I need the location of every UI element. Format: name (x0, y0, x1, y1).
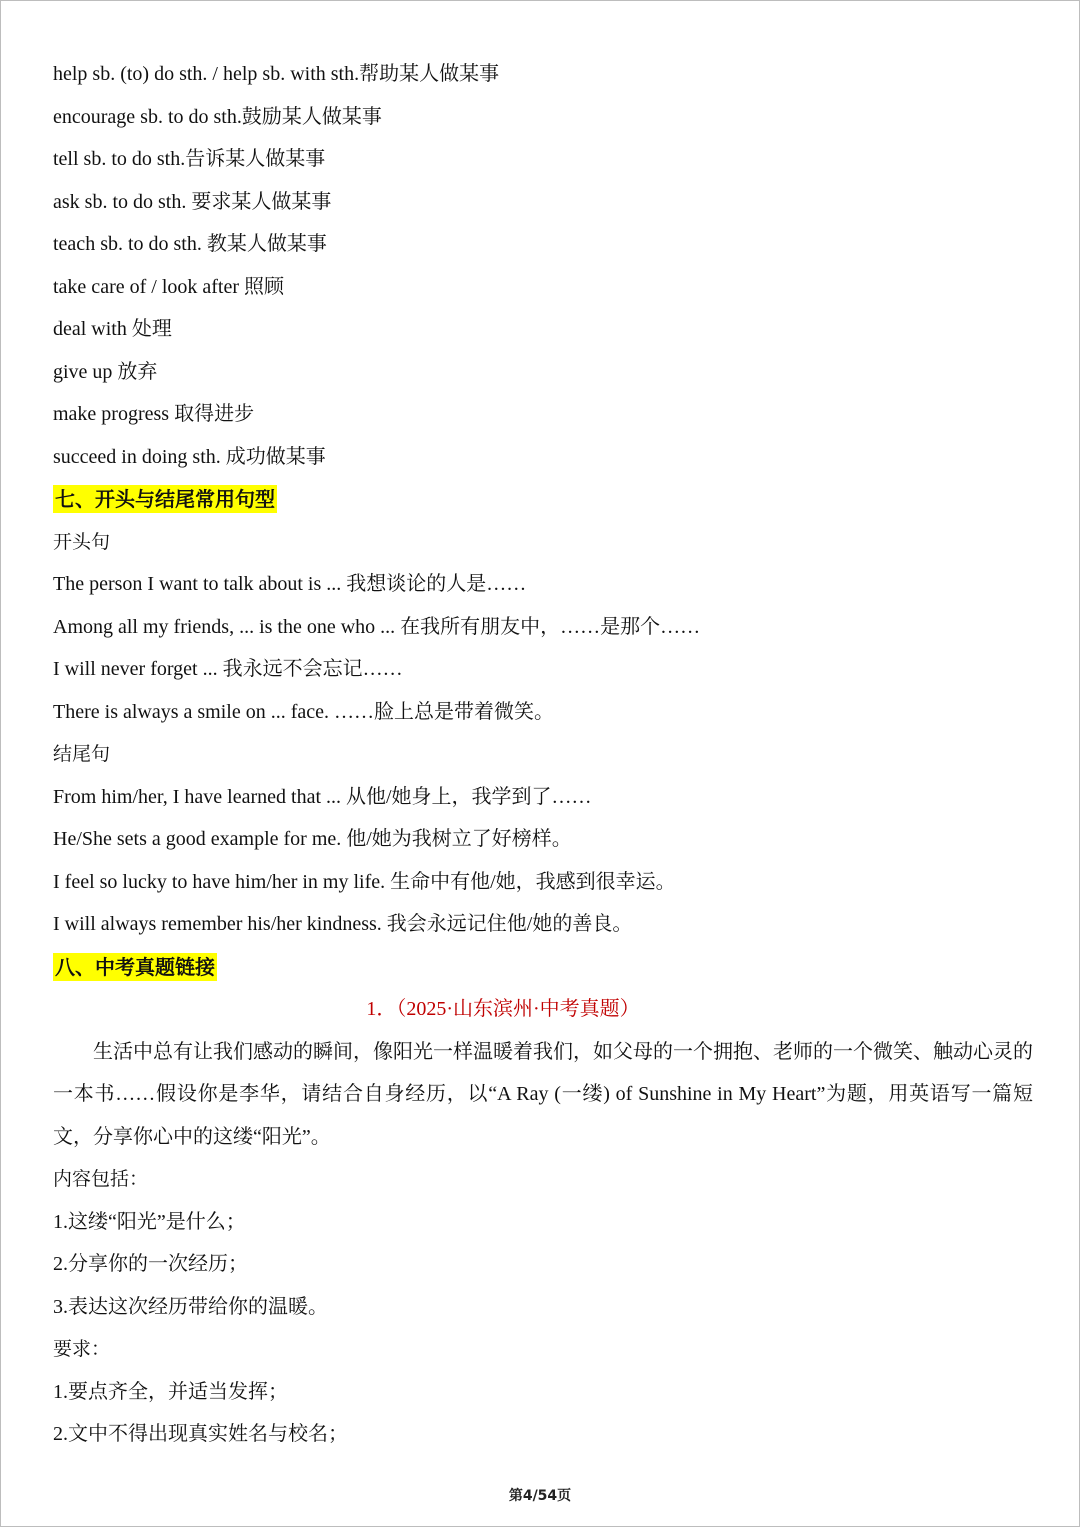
opening-sentence: There is always a smile on ... face. ……脸上总是带着微笑。 (53, 700, 555, 723)
phrase-line: take care of / look after 照顾 (53, 275, 285, 298)
phrase-line: make progress 取得进步 (53, 403, 255, 425)
opening-label: 开头句 (53, 530, 111, 553)
phrase-line: teach sb. to do sth. 教某人做某事 (53, 233, 327, 255)
closing-sentence: From him/her, I have learned that ... 从他/她身上，我学到了…… (53, 785, 592, 808)
phrase-line: tell sb. to do sth.告诉某人做某事 (53, 148, 326, 170)
phrase-line: ask sb. to do sth. 要求某人做某事 (53, 190, 332, 213)
closing-label: 结尾句 (53, 743, 111, 765)
closing-sentence: I will always remember his/her kindness. 我会永远记住他/她的善良。 (53, 913, 633, 935)
section-heading-8-text: 八、中考真题链接 (55, 954, 215, 979)
section-heading-8 (53, 946, 1033, 989)
requirement-item: 1.要点齐全，并适当发挥； (53, 1380, 288, 1403)
content-item: 3.表达这次经历带给你的温暖。 (53, 1295, 328, 1318)
section-heading-7-text: 七、开头与结尾常用句型 (55, 487, 275, 511)
phrase-line: succeed in doing sth. 成功做某事 (53, 445, 326, 468)
opening-sentence: Among all my friends, ... is the one who ... 在我所有朋友中，……是那个…… (53, 615, 701, 638)
closing-sentence: He/She sets a good example for me. 他/她为我树立了好榜样。 (53, 828, 572, 850)
phrase-line: help sb. (to) do sth. / help sb. with sth.帮助某人做某事 (53, 63, 500, 85)
requirements-label: 要求： (53, 1338, 111, 1360)
content-item: 2.分享你的一次经历； (53, 1253, 248, 1275)
closing-sentence: I feel so lucky to have him/her in my life. 生命中有他/她，我感到很幸运。 (53, 870, 676, 893)
question-prompt: 生活中总有让我们感动的瞬间，像阳光一样温暖着我们，如父母的一个拥抱、老师的一个微笑、触动心灵的一本书……假设你是李华，请结合自身经历，以“A Ray (一缕) of Sunshine in My Heart”为题，用英语写一篇短文，分享你心中的这缕“阳光”。 (53, 1040, 1033, 1148)
opening-sentence: The person I want to talk about is ... 我想谈论的人是…… (53, 573, 527, 595)
section-heading-7 (53, 478, 1033, 521)
opening-sentence: I will never forget ... 我永远不会忘记…… (53, 658, 403, 680)
question-title: 1．（2025·山东滨州·中考真题） (366, 998, 640, 1020)
content-label: 内容包括： (53, 1168, 149, 1190)
page-number: 第4/54页 (508, 1488, 572, 1504)
page-content (53, 53, 1033, 1456)
content-item: 1.这缕“阳光”是什么； (53, 1210, 246, 1233)
requirement-item: 2.文中不得出现真实姓名与校名； (53, 1423, 348, 1445)
phrase-line: deal with 处理 (53, 318, 172, 340)
phrase-line: give up 放弃 (53, 360, 158, 383)
phrase-line: encourage sb. to do sth.鼓励某人做某事 (53, 105, 382, 128)
